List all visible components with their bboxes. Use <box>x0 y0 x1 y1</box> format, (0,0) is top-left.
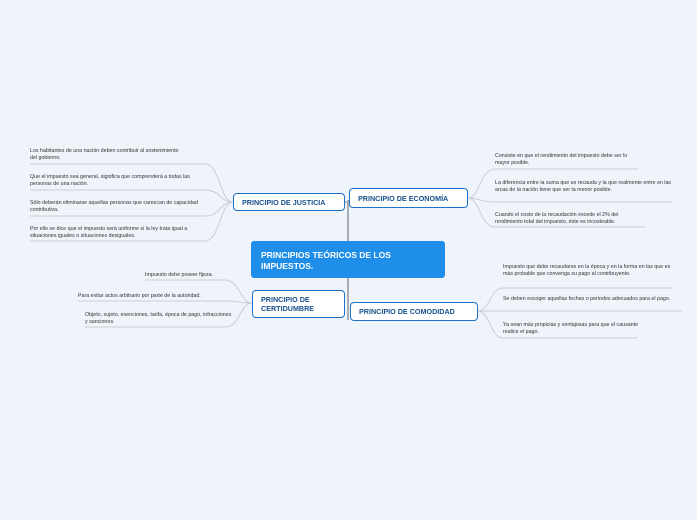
branch-certidumbre-label: PRINCIPIO DE CERTIDUMBRE <box>261 295 315 313</box>
leaf-text: Objeto, sujeto, exenciones, tarifa, época de pago, infracciones y sanciones. <box>85 312 232 325</box>
leaf-economia-3[interactable] <box>495 212 645 225</box>
leaf-text: Consiste en que el rendimiento del impuesto debe ser lo mayor posible. <box>495 153 628 166</box>
leaf-text: Sólo deberán eliminarse aquellas personas que carezcan de capacidad contributiva. <box>30 200 198 213</box>
leaf-certidumbre-3[interactable] <box>85 312 235 325</box>
leaf-text: La diferencia entre la suma que se recauda y la que realmente entre en las arcas de la nación tiene que ser la menor posible. <box>495 180 672 193</box>
central-topic[interactable] <box>251 241 445 278</box>
branch-certidumbre[interactable] <box>252 290 345 318</box>
leaf-economia-1[interactable] <box>495 153 640 166</box>
branch-comodidad[interactable] <box>350 302 478 321</box>
leaf-text: Impuesto debe poseer fijeza. <box>145 272 214 278</box>
leaf-justicia-2[interactable] <box>30 174 200 187</box>
leaf-text: Los habitantes de una nación deben contribuir al sostenimiento del gobierno. <box>30 148 179 161</box>
leaf-comodidad-2[interactable] <box>503 296 683 303</box>
branch-justicia[interactable] <box>233 193 345 211</box>
leaf-justicia-3[interactable] <box>30 200 200 213</box>
central-topic-title: PRINCIPIOS TEÓRICOS DE LOS IMPUESTOS. <box>261 250 391 271</box>
leaf-justicia-1[interactable] <box>30 148 180 161</box>
leaf-text: Cuando el costo de la recaudación excede el 2% del rendimiento total del impuesto, éste es incosteable. <box>495 212 619 225</box>
leaf-text: Ya sean más propicias y ventajosas para que el causante realice el pago. <box>503 322 639 335</box>
branch-comodidad-label: PRINCIPIO DE COMODIDAD <box>359 307 455 316</box>
branch-economia[interactable] <box>349 188 468 208</box>
leaf-text: Que el impuesto sea general, significa que comprenderá a todas las personas de una nación. <box>30 174 190 187</box>
leaf-text: Para evitar actos arbitrario por parte de la autoridad. <box>78 293 201 299</box>
leaf-text: Impuesto que debe recaudarse en la época y en la forma en las que es más probable que convenga su pago al contribuyente. <box>503 264 671 277</box>
leaf-comodidad-3[interactable] <box>503 322 643 335</box>
leaf-text: Por ello se dice que el impuesto será uniforme si la ley trata igual a situaciones iguales o situaciones desiguales. <box>30 226 188 239</box>
leaf-text: Se deben escoger aquellas fechas o periodos adecuados para el pago. <box>503 296 671 302</box>
leaf-justicia-4[interactable] <box>30 226 205 239</box>
branch-economia-label: PRINCIPIO DE ECONOMÍA <box>358 193 449 203</box>
leaf-economia-2[interactable] <box>495 180 673 193</box>
branch-justicia-label: PRINCIPIO DE JUSTICIA <box>242 197 326 207</box>
leaf-comodidad-1[interactable] <box>503 264 673 277</box>
leaf-certidumbre-1[interactable] <box>145 272 235 279</box>
leaf-certidumbre-2[interactable] <box>78 293 238 300</box>
